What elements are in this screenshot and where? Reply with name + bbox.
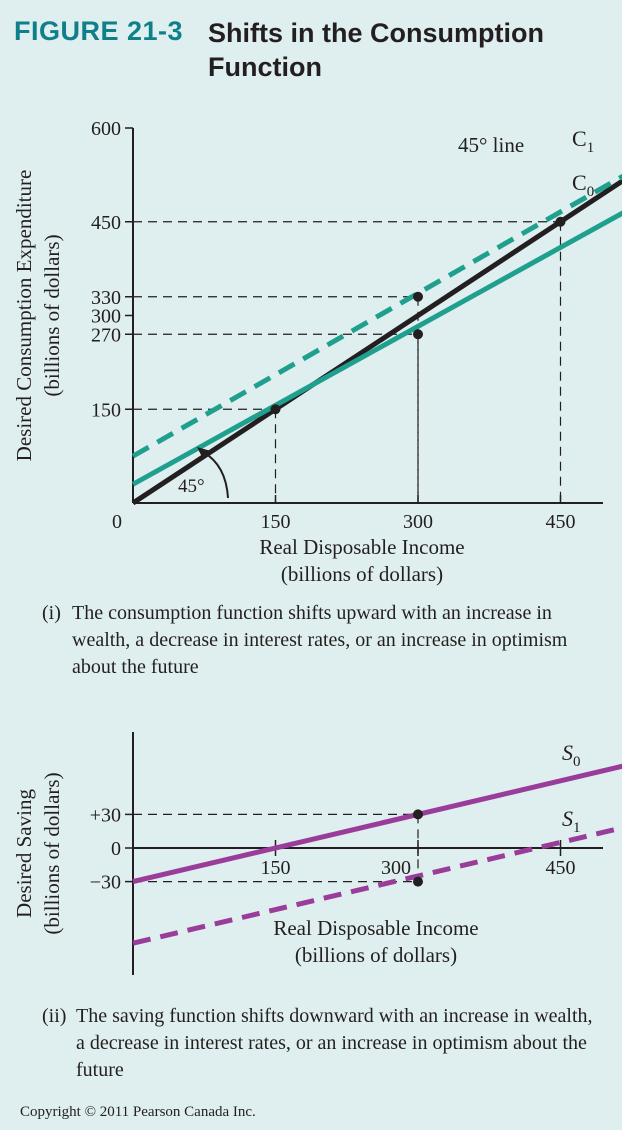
series-label-s0: [562, 740, 581, 770]
caption-consumption-text: The consumption function shifts upward with an increase in wealth, a decrease in interest rates, or an increase in optimism about the future: [72, 602, 568, 678]
y-tick-label-0: +30: [89, 804, 121, 827]
angle-label: 45°: [178, 476, 205, 497]
series-label-c0-sub: 0: [586, 184, 595, 200]
figure-title: Shifts in the Consumption Function: [208, 18, 544, 82]
y-tick-label-270: 270: [91, 324, 121, 347]
x-tick-label-150: 150: [260, 511, 291, 533]
data-point-0: [271, 404, 281, 414]
y-tick-label-600: 600: [91, 118, 121, 140]
figure-number: FIGURE 21-3: [14, 16, 184, 46]
x-tick-label-300: 300: [381, 857, 411, 879]
x-tick-label-450: 450: [545, 511, 576, 533]
series-label-s0-main: S: [562, 740, 573, 765]
saving-chart: [0, 720, 622, 990]
x-axis-label: Real Disposable Income: [273, 916, 479, 940]
caption-saving-number: (ii): [42, 1005, 67, 1027]
caption-consumption-number: (i): [42, 602, 61, 624]
series-label-s1-main: S: [562, 806, 573, 831]
caption-saving-text: The saving function shifts downward with an increase in wealth, a decrease in interest rates, or an increase in optimism about the future: [76, 1005, 593, 1081]
series-label-c1-main: C: [572, 126, 587, 151]
x-axis-sublabel: (billions of dollars): [280, 562, 444, 586]
x-axis-sublabel: (billions of dollars): [294, 943, 458, 967]
series-label-c1-sub: 1: [586, 140, 595, 156]
series-label-s1-sub: 1: [573, 820, 581, 836]
series-label-c0-main: C: [572, 170, 587, 195]
y-tick-label-150: 150: [91, 399, 121, 422]
caption-saving: [42, 1003, 602, 1084]
data-point-3: [556, 217, 566, 227]
data-point-1: [413, 877, 423, 887]
series-line-45line: [133, 147, 622, 503]
y-axis-label: Desired Saving: [12, 789, 36, 918]
consumption-chart: [0, 110, 622, 590]
angle-arc: [203, 452, 228, 498]
series-label-s1: [562, 806, 581, 836]
y-tick-label-450: 450: [91, 211, 121, 234]
y-tick-label-300: 300: [91, 305, 121, 328]
data-point-0: [413, 809, 423, 819]
y-axis-sublabel: (billions of dollars): [40, 772, 64, 935]
caption-consumption: [42, 600, 602, 681]
y-tick-label-1: 0: [111, 838, 121, 860]
copyright-notice: Copyright © 2011 Pearson Canada Inc.: [20, 1104, 256, 1120]
y-tick-label-2: −30: [89, 871, 121, 894]
series-label-s0-sub: 0: [573, 754, 581, 770]
origin-label: 0: [112, 511, 122, 533]
series-label-c1: [572, 126, 594, 156]
x-tick-label-150: 150: [260, 857, 291, 879]
x-axis-label: Real Disposable Income: [259, 535, 465, 559]
series-label-c0: [572, 170, 594, 200]
x-tick-label-450: 450: [545, 857, 576, 879]
x-tick-label-300: 300: [403, 511, 433, 533]
y-axis-sublabel: (billions of dollars): [40, 234, 64, 397]
y-axis-label: Desired Consumption Expenditure: [12, 169, 36, 462]
data-point-1: [413, 292, 423, 302]
data-point-2: [413, 329, 423, 339]
y-tick-label-330: 330: [91, 286, 121, 309]
series-line-c1: [133, 147, 622, 456]
series-label-45-line: 45° line: [458, 133, 525, 157]
